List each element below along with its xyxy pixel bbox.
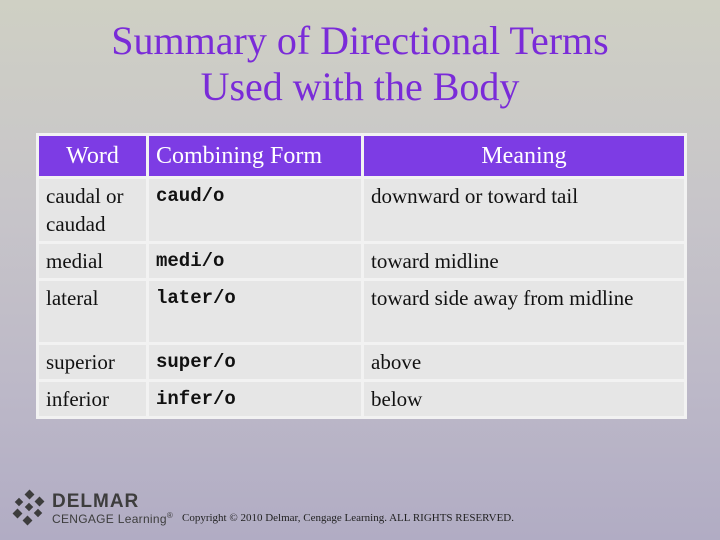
combining-form-cell: super/o — [148, 344, 363, 381]
logo-text-cengage — [52, 511, 173, 526]
meaning-cell: downward or toward tail — [363, 178, 686, 243]
word-cell: lateral — [38, 280, 148, 344]
meaning-cell: toward side away from midline — [363, 280, 686, 344]
table-row — [38, 243, 686, 280]
delmar-cengage-logo — [12, 489, 212, 533]
slide-title-line-1: Summary of Directional Terms — [111, 18, 609, 63]
logo-text-cengage-label: CENGAGE Learning — [52, 512, 167, 526]
combining-form-cell: caud/o — [148, 178, 363, 243]
combining-form-cell: later/o — [148, 280, 363, 344]
logo-mark-icon — [12, 489, 46, 529]
table-row — [38, 381, 686, 418]
table-row — [38, 178, 686, 243]
combining-form-cell: infer/o — [148, 381, 363, 418]
meaning-cell: below — [363, 381, 686, 418]
directional-terms-table — [36, 133, 687, 419]
table-header-row — [38, 135, 686, 178]
slide-title — [0, 18, 720, 110]
word-cell: medial — [38, 243, 148, 280]
meaning-cell: toward midline — [363, 243, 686, 280]
header-word: Word — [38, 135, 148, 178]
meaning-cell: above — [363, 344, 686, 381]
header-combining-form: Combining Form — [148, 135, 363, 178]
slide-title-line-2: Used with the Body — [200, 64, 520, 109]
table-row — [38, 280, 686, 344]
table-row — [38, 344, 686, 381]
word-cell: superior — [38, 344, 148, 381]
registered-mark: ® — [166, 511, 174, 520]
combining-form-cell: medi/o — [148, 243, 363, 280]
logo-text-delmar: DELMAR — [52, 491, 140, 512]
word-cell: inferior — [38, 381, 148, 418]
header-meaning: Meaning — [363, 135, 686, 178]
copyright-notice: Copyright © 2010 Delmar, Cengage Learning. ALL RIGHTS RESERVED. — [182, 512, 514, 524]
word-cell: caudal or caudad — [38, 178, 148, 243]
